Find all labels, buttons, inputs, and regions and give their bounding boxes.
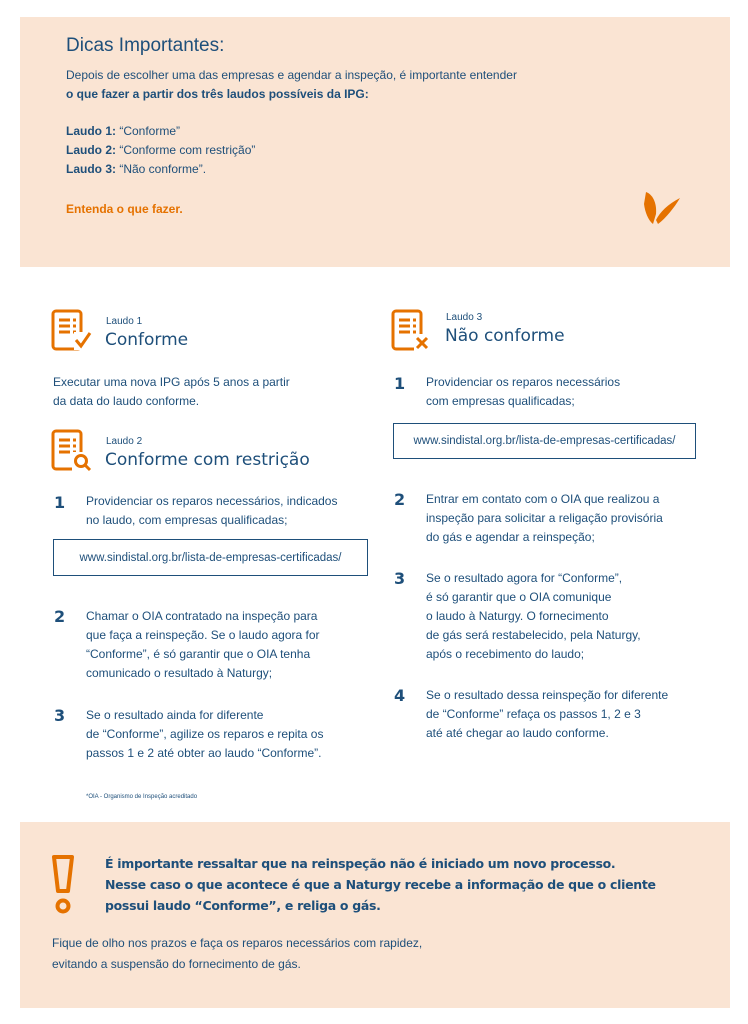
laudo-list-item: Laudo 3: “Não conforme”. — [66, 162, 207, 176]
laudo-list-item: Laudo 1: “Conforme” — [66, 124, 181, 138]
laudo3-title: Não conforme — [445, 326, 565, 346]
step-number: 1 — [54, 493, 66, 512]
laudo3-step-text: Entrar em contato com o OIA que realizou a inspeção para solicitar a religação provisória do gás e agendar a reinspeção; — [426, 492, 663, 544]
laudo-list — [66, 122, 255, 179]
laudo2-step-text: Se o resultado ainda for diferente de “Conforme”, agilize os reparos e repita os passos 1 e 2 até obter ao laudo “Conforme”. — [86, 708, 324, 760]
laudo1-text: Executar uma nova IPG após 5 anos a partir da data do laudo conforme. — [53, 375, 290, 408]
tips-intro-line2: o que fazer a partir dos três laudos possíveis da IPG: — [66, 87, 369, 101]
laudo2-step-text: Providenciar os reparos necessários, indicados no laudo, com empresas qualificadas; — [86, 494, 338, 527]
certified-companies-link[interactable]: www.sindistal.org.br/lista-de-empresas-certificadas/ — [53, 539, 368, 576]
step-number: 4 — [394, 686, 406, 705]
laudo3-step-text: Providenciar os reparos necessários com empresas qualificadas; — [426, 375, 621, 408]
step-number: 2 — [54, 607, 66, 626]
laudo1-label: Laudo 1 — [106, 316, 143, 327]
oia-footnote: *OIA - Organismo de Inspeção acreditado — [86, 794, 198, 800]
document-search-icon — [50, 428, 92, 472]
notice-tip: Fique de olho nos prazos e faça os reparos necessários com rapidez, evitando a suspensão do fornecimento de gás. — [52, 936, 423, 971]
laudo3-label: Laudo 3 — [446, 312, 483, 323]
laudo2-label: Laudo 2 — [106, 436, 143, 447]
document-check-icon — [50, 308, 92, 352]
document-x-icon — [390, 308, 432, 352]
tips-intro — [66, 66, 666, 104]
laudo2-step-text: Chamar o OIA contratado na inspeção para que faça a reinspeção. Se o laudo agora for “Conforme”, é só garantir que o OIA tenha comunicado o resultado à Naturgy; — [86, 609, 320, 680]
exclamation-icon — [50, 853, 76, 917]
notice-text: É importante ressaltar que na reinspeção não é iniciado um novo processo. Nesse caso o que acontece é que a Naturgy recebe a informação de que o cliente possui laudo “Conforme”, e religa o gás. — [105, 856, 656, 913]
step-number: 1 — [394, 374, 406, 393]
tips-intro-line1: Depois de escolher uma das empresas e agendar a inspeção, é importante entender — [66, 68, 517, 82]
laudo1-title: Conforme — [105, 330, 189, 350]
understand-link[interactable]: Entenda o que fazer. — [66, 202, 183, 216]
step-number: 3 — [394, 569, 406, 588]
step-number: 3 — [54, 706, 66, 725]
laudo2-title: Conforme com restrição — [105, 450, 310, 470]
laudo3-step-text: Se o resultado dessa reinspeção for diferente de “Conforme” refaça os passos 1, 2 e 3 até até chegar ao laudo conforme. — [426, 688, 669, 740]
laudo3-step-text: Se o resultado agora for “Conforme”, é só garantir que o OIA comunique o laudo à Naturgy. O fornecimento de gás será restabelecido, pela Naturgy, após o recebimento do laudo; — [426, 571, 641, 661]
certified-companies-link[interactable]: www.sindistal.org.br/lista-de-empresas-certificadas/ — [393, 423, 696, 459]
laudo-list-item: Laudo 2: “Conforme com restrição” — [66, 143, 256, 157]
step-number: 2 — [394, 490, 406, 509]
naturgy-butterfly-logo-icon — [642, 190, 682, 226]
tips-title: Dicas Importantes: — [66, 35, 225, 56]
